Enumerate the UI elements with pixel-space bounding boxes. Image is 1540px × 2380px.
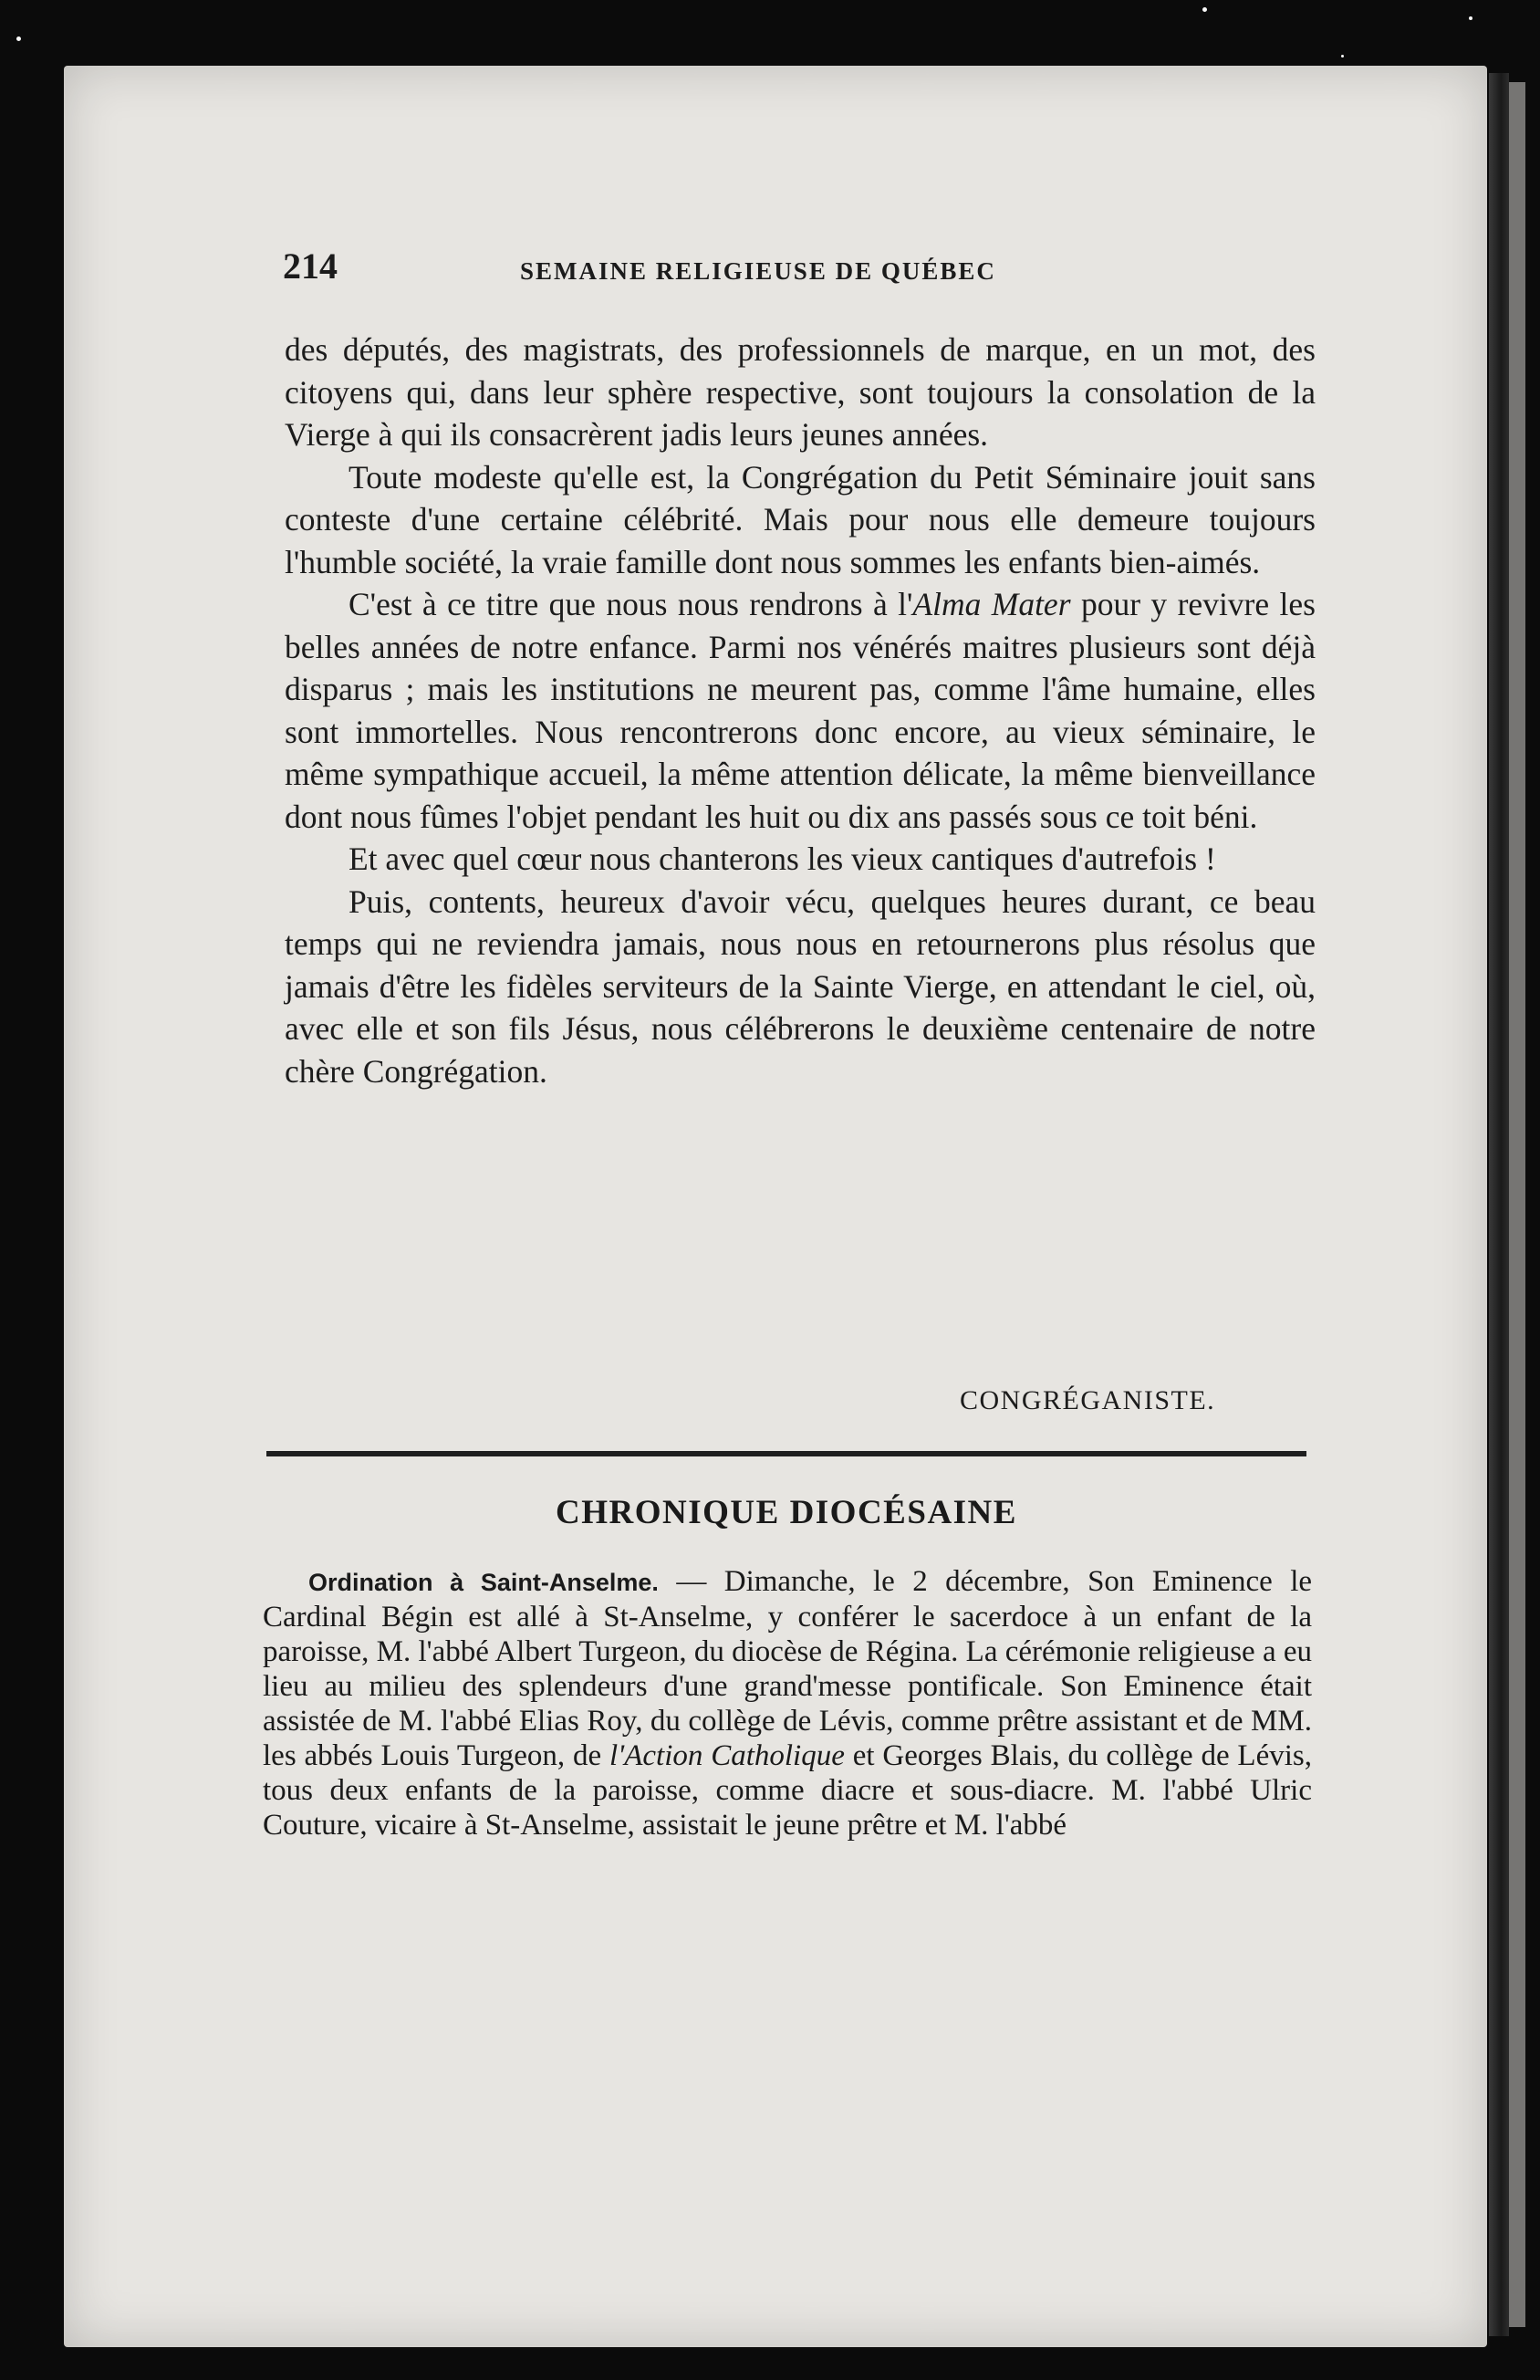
section-divider: [266, 1451, 1306, 1456]
paragraph-3-rest: pour y revivre les belles années de notre enfance. Parmi nos vénérés maitres plusieurs sont déjà disparus ; mais les institutions ne meurent pas, comme l'âme humaine, elles sont immortelles. Nous rencontrerons donc encore, au vieux séminaire, le même sympathique accueil, la même attention délicate, la même bienveillance dont nous fûmes l'objet pendant les huit ou dix ans passés sous ce toit béni.: [285, 586, 1316, 835]
article-signature: CONGRÉGANISTE.: [960, 1385, 1216, 1415]
section-title: CHRONIQUE DIOCÉSAINE: [556, 1494, 1017, 1531]
article-body: [285, 329, 1316, 1092]
alma-mater-italic: Alma Mater: [912, 586, 1071, 622]
paragraph-5: Puis, contents, heureux d'avoir vécu, quelques heures durant, ce beau temps qui ne reviendra jamais, nous nous en retournerons plus résolus que jamais d'être les fidèles serviteurs de la Sainte Vierge, en attendant le ciel, où, avec elle et son fils Jésus, nous célébrerons le deuxième centenaire de notre chère Congrégation.: [285, 882, 1316, 1090]
next-page-edge: [1509, 82, 1525, 2327]
run-in-heading: Ordination à Saint-Anselme.: [308, 1569, 659, 1596]
paragraph-1: des députés, des magistrats, des professionnels de marque, en un mot, des citoyens qui, dans leur sphère respective, sont toujours la consolation de la Vierge à qui ils consacrèrent jadis leurs jeunes années.: [285, 331, 1316, 453]
chronicle-paragraph: [263, 1564, 1312, 1842]
paragraph-3-start: C'est à ce titre que nous nous rendrons à l': [349, 586, 913, 622]
chronicle-text-2: et Georges Blais, du collège de Lévis, tous deux enfants de la paroisse, comme diacre et sous-diacre. M. l'abbé Ulric Couture, vicaire à St-Anselme, assistait le jeune prêtre et M. l'abbé: [263, 1739, 1312, 1842]
film-speck: [16, 37, 21, 41]
paragraph-2: Toute modeste qu'elle est, la Congrégation du Petit Séminaire jouit sans conteste d'une certaine célébrité. Mais pour nous elle demeure toujours l'humble société, la vraie famille dont nous sommes les enfants bien-aimés.: [285, 458, 1316, 580]
action-catholique-italic: l'Action Catholique: [609, 1739, 845, 1772]
chronicle-text-1: — Dimanche, le 2 décembre, Son Eminence le Cardinal Bégin est allé à St-Anselme, y conférer le sacerdoce à un enfant de la paroisse, M. l'abbé Albert Turgeon, du diocèse de Régina. La cérémonie religieuse a eu lieu au milieu des splendeurs d'une grand'messe pontificale. Son Eminence était assistée de M. l'abbé Elias Roy, du collège de Lévis, comme prêtre assistant et de MM. les abbés Louis Turgeon, de: [263, 1565, 1313, 1772]
film-speck: [1469, 16, 1472, 20]
paragraph-3: [285, 583, 1316, 838]
page-number: 214: [283, 245, 338, 287]
film-speck: [1202, 7, 1207, 12]
running-head: [283, 245, 1359, 285]
chronicle-body: [263, 1564, 1312, 1842]
page-gutter-shadow: [1489, 73, 1509, 2336]
paragraph-4: Et avec quel cœur nous chanterons les vieux cantiques d'autrefois !: [349, 840, 1216, 877]
film-speck: [1341, 55, 1344, 57]
journal-title: SEMAINE RELIGIEUSE DE QUÉBEC: [520, 257, 996, 285]
